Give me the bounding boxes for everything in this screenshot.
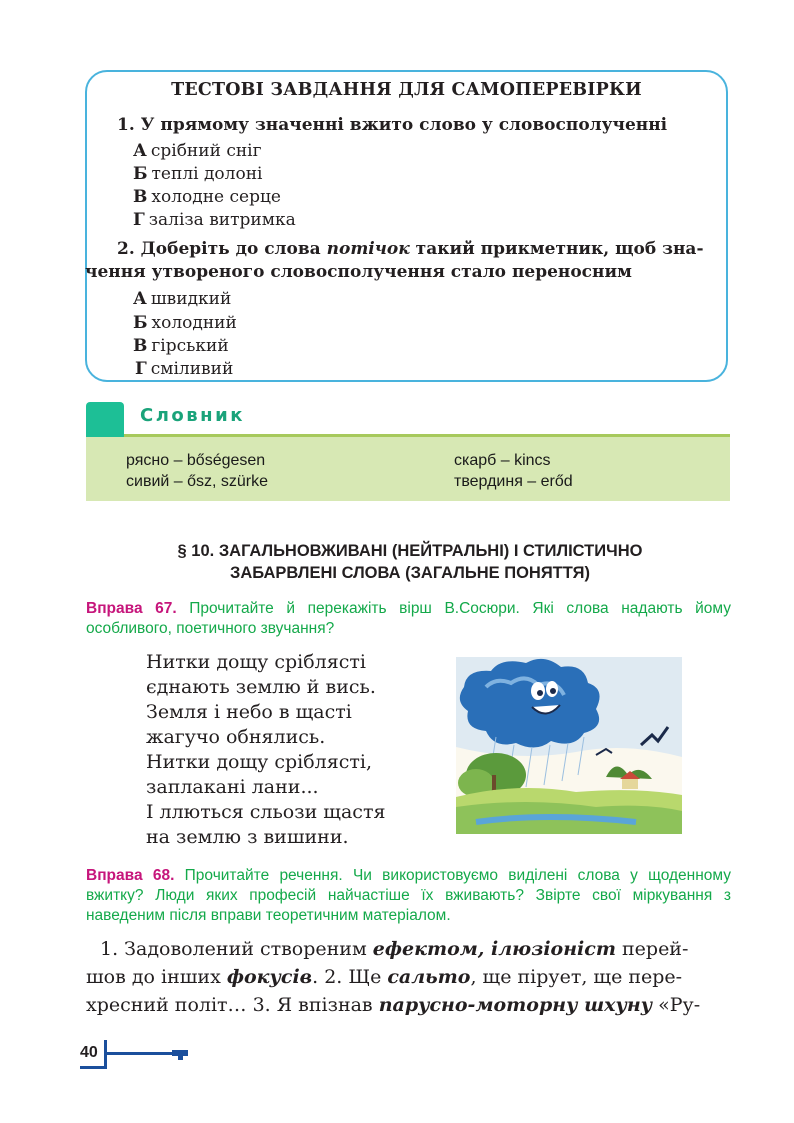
q2-option-b: Б холодний (133, 313, 237, 333)
sentence-line-1: 1. Задоволений створеним ефектом, ілюзіоніст перей- (100, 938, 689, 960)
poem-line: Нитки дощу сріблясті, (146, 751, 372, 773)
q1-option-b: Б теплі долоні (133, 164, 263, 184)
page-number: 40 (80, 1044, 98, 1061)
slovnyk-entry: сивий – ősz, szürke (126, 473, 269, 490)
q2-option-a: А швидкий (133, 289, 232, 309)
q1-option-c: В холодне серце (133, 187, 281, 207)
poem (146, 650, 385, 850)
page-number-rule (104, 1052, 182, 1055)
question-1: 1. У прямому значенні вжито слово у словосполученні (117, 115, 668, 135)
question-2-line-1: 2. Доберіть до слова потічок такий прикметник, щоб зна- (117, 239, 704, 259)
exercise-68: Вправа 68. Прочитайте речення. Чи використовуємо виділені слова у щоденному вжитку? Люди яких професій найчастіше їх вживають? Звірте свої міркування з наведеним після вправи теоретичним матеріалом. (86, 867, 731, 924)
sentence-line-2: шов до інших фокусів. 2. Ще сальто, ще пірует, ще пере- (86, 966, 683, 988)
q1-option-a: А срібний сніг (133, 141, 262, 161)
exercise-67: Вправа 67. Прочитайте й перекажіть вірш В.Сосюри. Які слова надають йому особливого, поетичного звучання? (86, 600, 731, 637)
question-2-line-2: чення утвореного словосполучення стало переносним (85, 262, 632, 282)
poem-line: Нитки дощу сріблясті (146, 651, 366, 673)
q2-option-d: Г сміливий (135, 359, 234, 379)
rain-cloud-illustration (456, 657, 682, 834)
test-title: ТЕСТОВІ ЗАВДАННЯ ДЛЯ САМОПЕРЕВІРКИ (171, 80, 642, 100)
poem-line: заплакані лани... (146, 776, 319, 798)
section-heading-line-2: ЗАБАРВЛЕНІ СЛОВА (ЗАГАЛЬНЕ ПОНЯТТЯ) (230, 564, 590, 582)
poem-line: на землю з вишини. (146, 826, 349, 848)
page-ornament-icon (172, 1046, 188, 1060)
q1-option-d: Г заліза витримка (133, 210, 296, 230)
poem-line: І ллються сльози щастя (146, 801, 386, 823)
self-test-box (85, 70, 728, 382)
slovnyk-entry: твердиня – erőd (454, 473, 573, 490)
section-heading-line-1: § 10. ЗАГАЛЬНОВЖИВАНІ (НЕЙТРАЛЬНІ) І СТИЛІСТИЧНО (177, 542, 643, 560)
example-sentences (86, 935, 731, 1019)
poem-line: єднають землю й вись. (146, 676, 376, 698)
poem-line: жагучо обнялись. (146, 726, 326, 748)
slovnyk-entry: рясно – bőségesen (126, 452, 266, 469)
sentence-line-3: хресний політ… 3. Я впізнав парусно-моторну шхуну «Ру- (86, 994, 701, 1016)
q2-option-c: В гірський (133, 336, 229, 356)
slovnyk-entry: скарб – kincs (454, 452, 551, 469)
slovnyk-title: Словник (140, 405, 245, 426)
page-number-underline (80, 1066, 106, 1069)
poem-line: Земля і небо в щасті (146, 701, 352, 723)
